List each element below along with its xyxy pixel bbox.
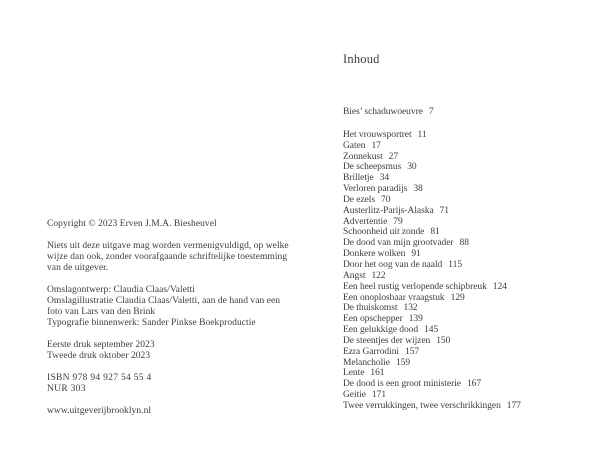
toc-entry [343,325,593,336]
toc-entry [343,347,593,358]
website-block [47,406,347,417]
toc-entry [343,227,593,238]
toc-entry-intro [343,107,593,118]
toc-entry [343,401,593,412]
toc-entry-title: Gaten [343,140,366,151]
edition-line: Eerste druk september 2023 [47,340,155,350]
toc-entry [343,314,593,325]
code-line: NUR 303 [47,384,86,394]
toc-entry [343,217,593,228]
toc-entry-title: Twee verrukkingen, twee verschrikkingen [343,400,501,411]
toc-entry-title: Geitie [343,390,366,401]
toc-entry-page: 71 [439,205,450,216]
toc-entry-title: Schoonheid uit zonde [343,227,425,238]
toc-entry-page: 17 [371,140,381,151]
rights-notice-line: wijze dan ook, zonder voorafgaande schriftelijke toestemming [47,252,288,262]
toc-entry [343,260,593,271]
table-of-contents [343,52,593,412]
toc-entry-title: De dood van mijn grootvader [343,238,454,249]
toc-entry-page: 91 [411,249,421,260]
toc-entry-title: De dood is een groot ministerie [343,379,461,390]
toc-entry-title: Advertentie [343,216,388,227]
rights-notice-line: Niets uit deze uitgave mag worden vermenigvuldigd, op welke [47,241,289,251]
toc-entry [343,141,593,152]
toc-entry [343,358,593,369]
toc-entry-page: 27 [388,151,399,162]
toc-entry [343,184,593,195]
toc-entry [343,368,593,379]
toc-entry-page: 34 [379,173,390,184]
colophon [47,219,347,428]
toc-entry-page: 30 [407,162,417,173]
toc-entry-page: 122 [371,270,386,281]
toc-entry-page: 11 [417,129,427,140]
toc-entry-page: 159 [395,357,411,368]
isbn-nur-block [47,373,347,395]
credits-line: Omslagontwerp: Claudia Claas/Valetti [47,285,195,295]
toc-entry [343,238,593,249]
toc-entry-title: Een opschepper [343,314,403,325]
toc-entry-title: Door het oog van de naald [343,259,443,270]
toc-entry-page: 38 [413,184,423,195]
toc-entry-title: Lente [343,368,365,379]
rights-notice-block [47,241,347,274]
copyright-line: Copyright © 2023 Erven J.M.A. Biesheuvel [47,219,217,229]
toc-entry [343,336,593,347]
toc-entry-page: 139 [408,314,423,325]
toc-entry-title: Angst [343,270,366,281]
edition-block [47,340,347,362]
toc-entry [343,206,593,217]
toc-entry-title: Een gelukkige dood [343,325,419,336]
toc-entry-title: Verloren paradijs [343,184,408,195]
credits-line: Typografie binnenwerk: Sander Pinkse Boekproductie [47,318,256,328]
toc-entry-page: 161 [370,368,385,379]
toc-entry-title: Ezra Garrodini [343,346,400,357]
publisher-website: www.uitgeverijbrooklyn.nl [47,406,152,416]
toc-entry-page: 177 [506,400,521,411]
toc-entry-title: Het vrouwsportret [343,129,412,140]
toc-entry [343,195,593,206]
toc-entry [343,379,593,390]
toc-entry-page: 115 [448,259,463,270]
toc-entry [343,152,593,163]
copyright-block [47,219,347,230]
toc-entry-page: 79 [393,216,403,227]
credits-line: Omslagillustratie Claudia Claas/Valetti, aan de hand van een [47,296,281,306]
toc-entry-title: Donkere wolken [343,249,406,260]
toc-entry-page: 70 [381,194,391,205]
toc-entry-title: De ezels [343,194,376,205]
toc-entry [343,173,593,184]
toc-entry-page: 145 [424,325,439,336]
toc-entry-page: 171 [371,390,387,401]
toc-entry-page: 167 [466,379,482,390]
credits-line: foto van Lars van den Brink [47,307,156,317]
rights-notice-line: van de uitgever. [47,263,109,273]
toc-entry [343,130,593,141]
toc-entry [343,249,593,260]
toc-entry-page: 157 [405,346,420,357]
toc-entry-page: 81 [430,227,440,238]
toc-entry-title: Brilletje [343,173,374,184]
toc-entry-title: De thuiskomst [343,303,398,314]
credits-block [47,285,347,329]
toc-entry-title: Austerlitz-Parijs-Alaska [343,205,434,216]
toc-entry [343,390,593,401]
edition-line: Tweede druk oktober 2023 [47,351,151,361]
toc-entry-title: De scheepsmus [343,162,402,173]
toc-entry [343,293,593,304]
toc-entry-page: 88 [459,238,469,249]
toc-heading: Inhoud [343,52,380,66]
toc-entry [343,271,593,282]
toc-entry [343,162,593,173]
toc-entry-title: Zonnekust [343,151,383,162]
toc-list [343,130,593,412]
toc-entry-page: 129 [450,292,465,303]
toc-entry-page: 124 [492,281,507,292]
toc-entry-page: 150 [436,335,451,346]
toc-entry [343,303,593,314]
toc-entry-title: Een onoplosbaar vraagstuk [343,292,445,303]
toc-entry [343,282,593,293]
toc-entry-page: 132 [403,303,418,314]
toc-entry-page: 7 [428,107,434,117]
toc-entry-title: Bies’ schaduwoeuvre [343,107,423,117]
toc-entry-title: Melancholie [343,357,390,368]
toc-entry-title: Een heel rustig verlopende schipbreuk [343,281,487,292]
toc-entry-title: De steentjes der wijzen [343,335,431,346]
code-line: ISBN 978 94 927 54 55 4 [47,373,152,383]
